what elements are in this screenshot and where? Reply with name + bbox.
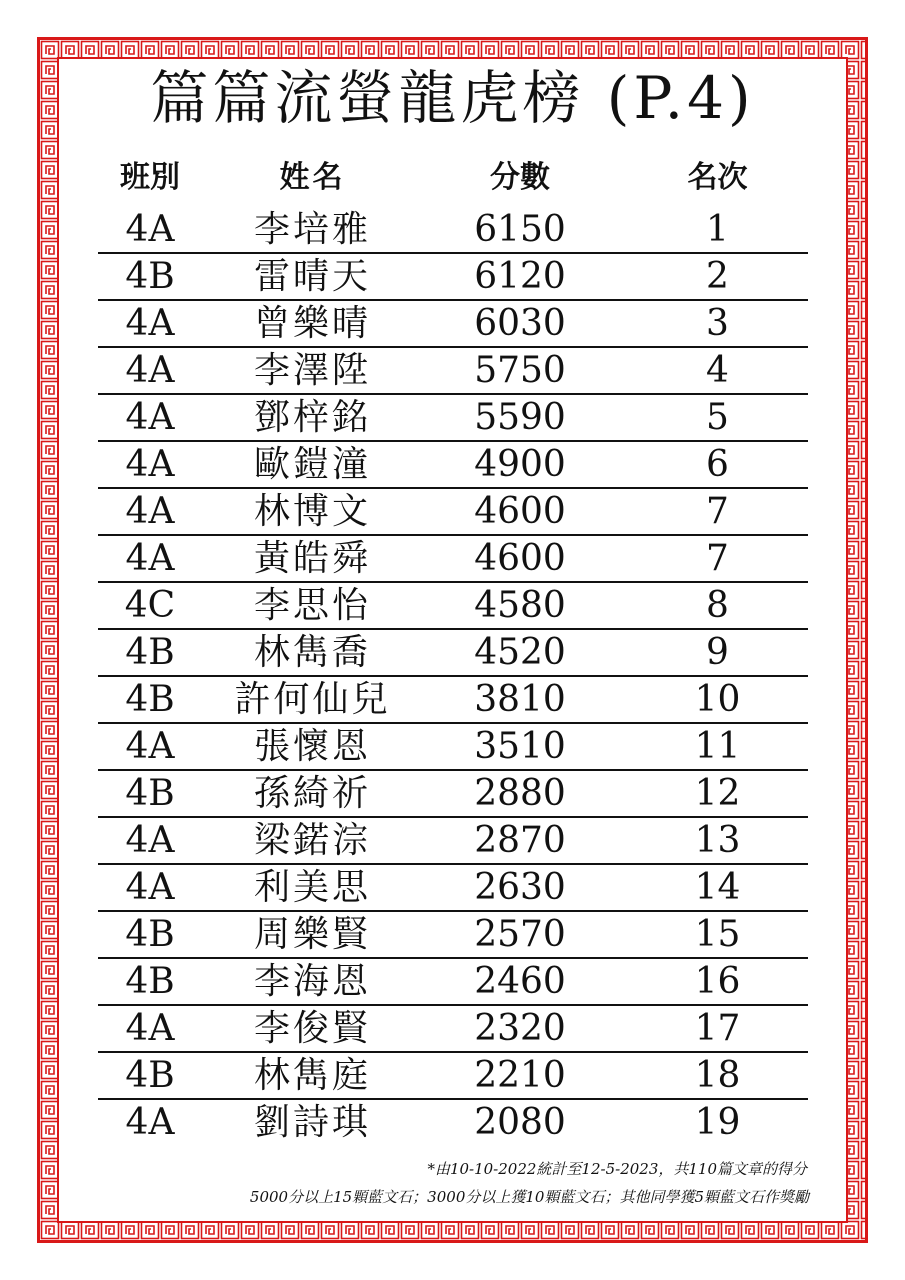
table-row [0, 348, 905, 395]
cell-rank: 10 [694, 679, 741, 720]
cell-name: 劉詩琪 [253, 1102, 371, 1143]
table-row [0, 583, 905, 630]
cell-score: 6120 [474, 256, 566, 297]
cell-class: 4A [125, 209, 175, 250]
table-row [0, 1006, 905, 1053]
cell-score: 5750 [474, 350, 566, 391]
cell-score: 4520 [474, 632, 566, 673]
cell-score: 2880 [474, 773, 566, 814]
cell-class: 4A [125, 491, 175, 532]
cell-rank: 18 [694, 1055, 741, 1096]
cell-score: 5590 [474, 397, 566, 438]
cell-class: 4B [125, 961, 175, 1002]
cell-name: 李思怡 [253, 585, 371, 626]
cell-score: 4600 [474, 491, 566, 532]
cell-name: 利美思 [253, 867, 371, 908]
cell-name: 鄧梓銘 [253, 397, 371, 438]
table-header [0, 154, 905, 202]
table-row [0, 254, 905, 301]
cell-rank: 1 [706, 209, 729, 250]
table-row [0, 724, 905, 771]
table-row [0, 1053, 905, 1100]
table-row [0, 959, 905, 1006]
cell-class: 4A [125, 303, 175, 344]
cell-rank: 14 [694, 867, 741, 908]
cell-rank: 17 [694, 1008, 741, 1049]
cell-class: 4A [125, 397, 175, 438]
cell-score: 6030 [474, 303, 566, 344]
cell-name: 黃皓舜 [253, 538, 371, 579]
cell-score: 2210 [474, 1055, 566, 1096]
table-row [0, 395, 905, 442]
cell-score: 2870 [474, 820, 566, 861]
cell-class: 4A [125, 867, 175, 908]
cell-rank: 16 [694, 961, 741, 1002]
table-row [0, 630, 905, 677]
cell-name: 曾樂晴 [253, 303, 371, 344]
cell-class: 4B [125, 773, 175, 814]
cell-rank: 15 [694, 914, 741, 955]
footnote-rewards: 5000分以上15顆藍文石；3000分以上獲10顆藍文石；其他同學獲5顆藍文石作獎勵 [249, 1188, 809, 1206]
header-rank: 名次 [687, 160, 748, 195]
table-row [0, 301, 905, 348]
cell-score: 2080 [474, 1102, 566, 1143]
cell-class: 4A [125, 444, 175, 485]
cell-name: 李俊賢 [253, 1008, 371, 1049]
cell-score: 4900 [474, 444, 566, 485]
cell-class: 4C [124, 585, 176, 626]
table-row [0, 1100, 905, 1147]
cell-rank: 13 [694, 820, 741, 861]
cell-score: 2570 [474, 914, 566, 955]
cell-class: 4B [125, 679, 175, 720]
cell-name: 歐鎧潼 [253, 444, 371, 485]
table-row [0, 677, 905, 724]
cell-class: 4B [125, 914, 175, 955]
cell-rank: 12 [694, 773, 741, 814]
cell-score: 4580 [474, 585, 566, 626]
cell-class: 4A [125, 1102, 175, 1143]
cell-rank: 9 [706, 632, 729, 673]
cell-class: 4A [125, 820, 175, 861]
cell-rank: 6 [706, 444, 729, 485]
cell-rank: 5 [706, 397, 729, 438]
cell-class: 4B [125, 1055, 175, 1096]
header-name: 姓名 [279, 160, 346, 195]
table-row [0, 207, 905, 254]
table-row [0, 489, 905, 536]
cell-score: 3810 [474, 679, 566, 720]
table-row [0, 536, 905, 583]
table-row [0, 442, 905, 489]
table-row [0, 818, 905, 865]
cell-score: 2460 [474, 961, 566, 1002]
table-row [0, 771, 905, 818]
cell-name: 李海恩 [253, 961, 371, 1002]
table-row [0, 865, 905, 912]
cell-name: 許何仙兒 [234, 679, 391, 720]
cell-rank: 19 [694, 1102, 741, 1143]
cell-class: 4A [125, 726, 175, 767]
cell-name: 林雋庭 [253, 1055, 371, 1096]
cell-name: 林博文 [253, 491, 371, 532]
cell-score: 3510 [474, 726, 566, 767]
cell-class: 4B [125, 256, 175, 297]
cell-rank: 7 [706, 491, 729, 532]
cell-class: 4B [125, 632, 175, 673]
cell-score: 4600 [474, 538, 566, 579]
cell-name: 孫綺祈 [253, 773, 371, 814]
footnote-period: *由10-10-2022統計至12-5-2023，共110篇文章的得分 [427, 1160, 807, 1178]
cell-name: 周樂賢 [253, 914, 371, 955]
cell-rank: 11 [694, 726, 741, 767]
table-row [0, 912, 905, 959]
cell-class: 4A [125, 1008, 175, 1049]
cell-class: 4A [125, 538, 175, 579]
cell-name: 梁鍩淙 [253, 820, 371, 861]
cell-name: 張懷恩 [253, 726, 371, 767]
header-score: 分數 [490, 160, 550, 195]
cell-class: 4A [125, 350, 175, 391]
page-title: 篇篇流螢龍虎榜 (P.4) [150, 64, 755, 132]
cell-score: 6150 [474, 209, 566, 250]
header-class: 班別 [120, 160, 180, 195]
cell-rank: 8 [706, 585, 729, 626]
cell-rank: 4 [706, 350, 729, 391]
cell-name: 李澤陞 [253, 350, 371, 391]
cell-rank: 2 [706, 256, 729, 297]
cell-name: 雷晴天 [253, 256, 371, 297]
cell-name: 林雋喬 [253, 632, 371, 673]
ranking-table [0, 207, 905, 1147]
cell-score: 2630 [474, 867, 566, 908]
cell-name: 李培雅 [253, 209, 371, 250]
cell-rank: 3 [706, 303, 729, 344]
cell-rank: 7 [706, 538, 729, 579]
cell-score: 2320 [474, 1008, 566, 1049]
